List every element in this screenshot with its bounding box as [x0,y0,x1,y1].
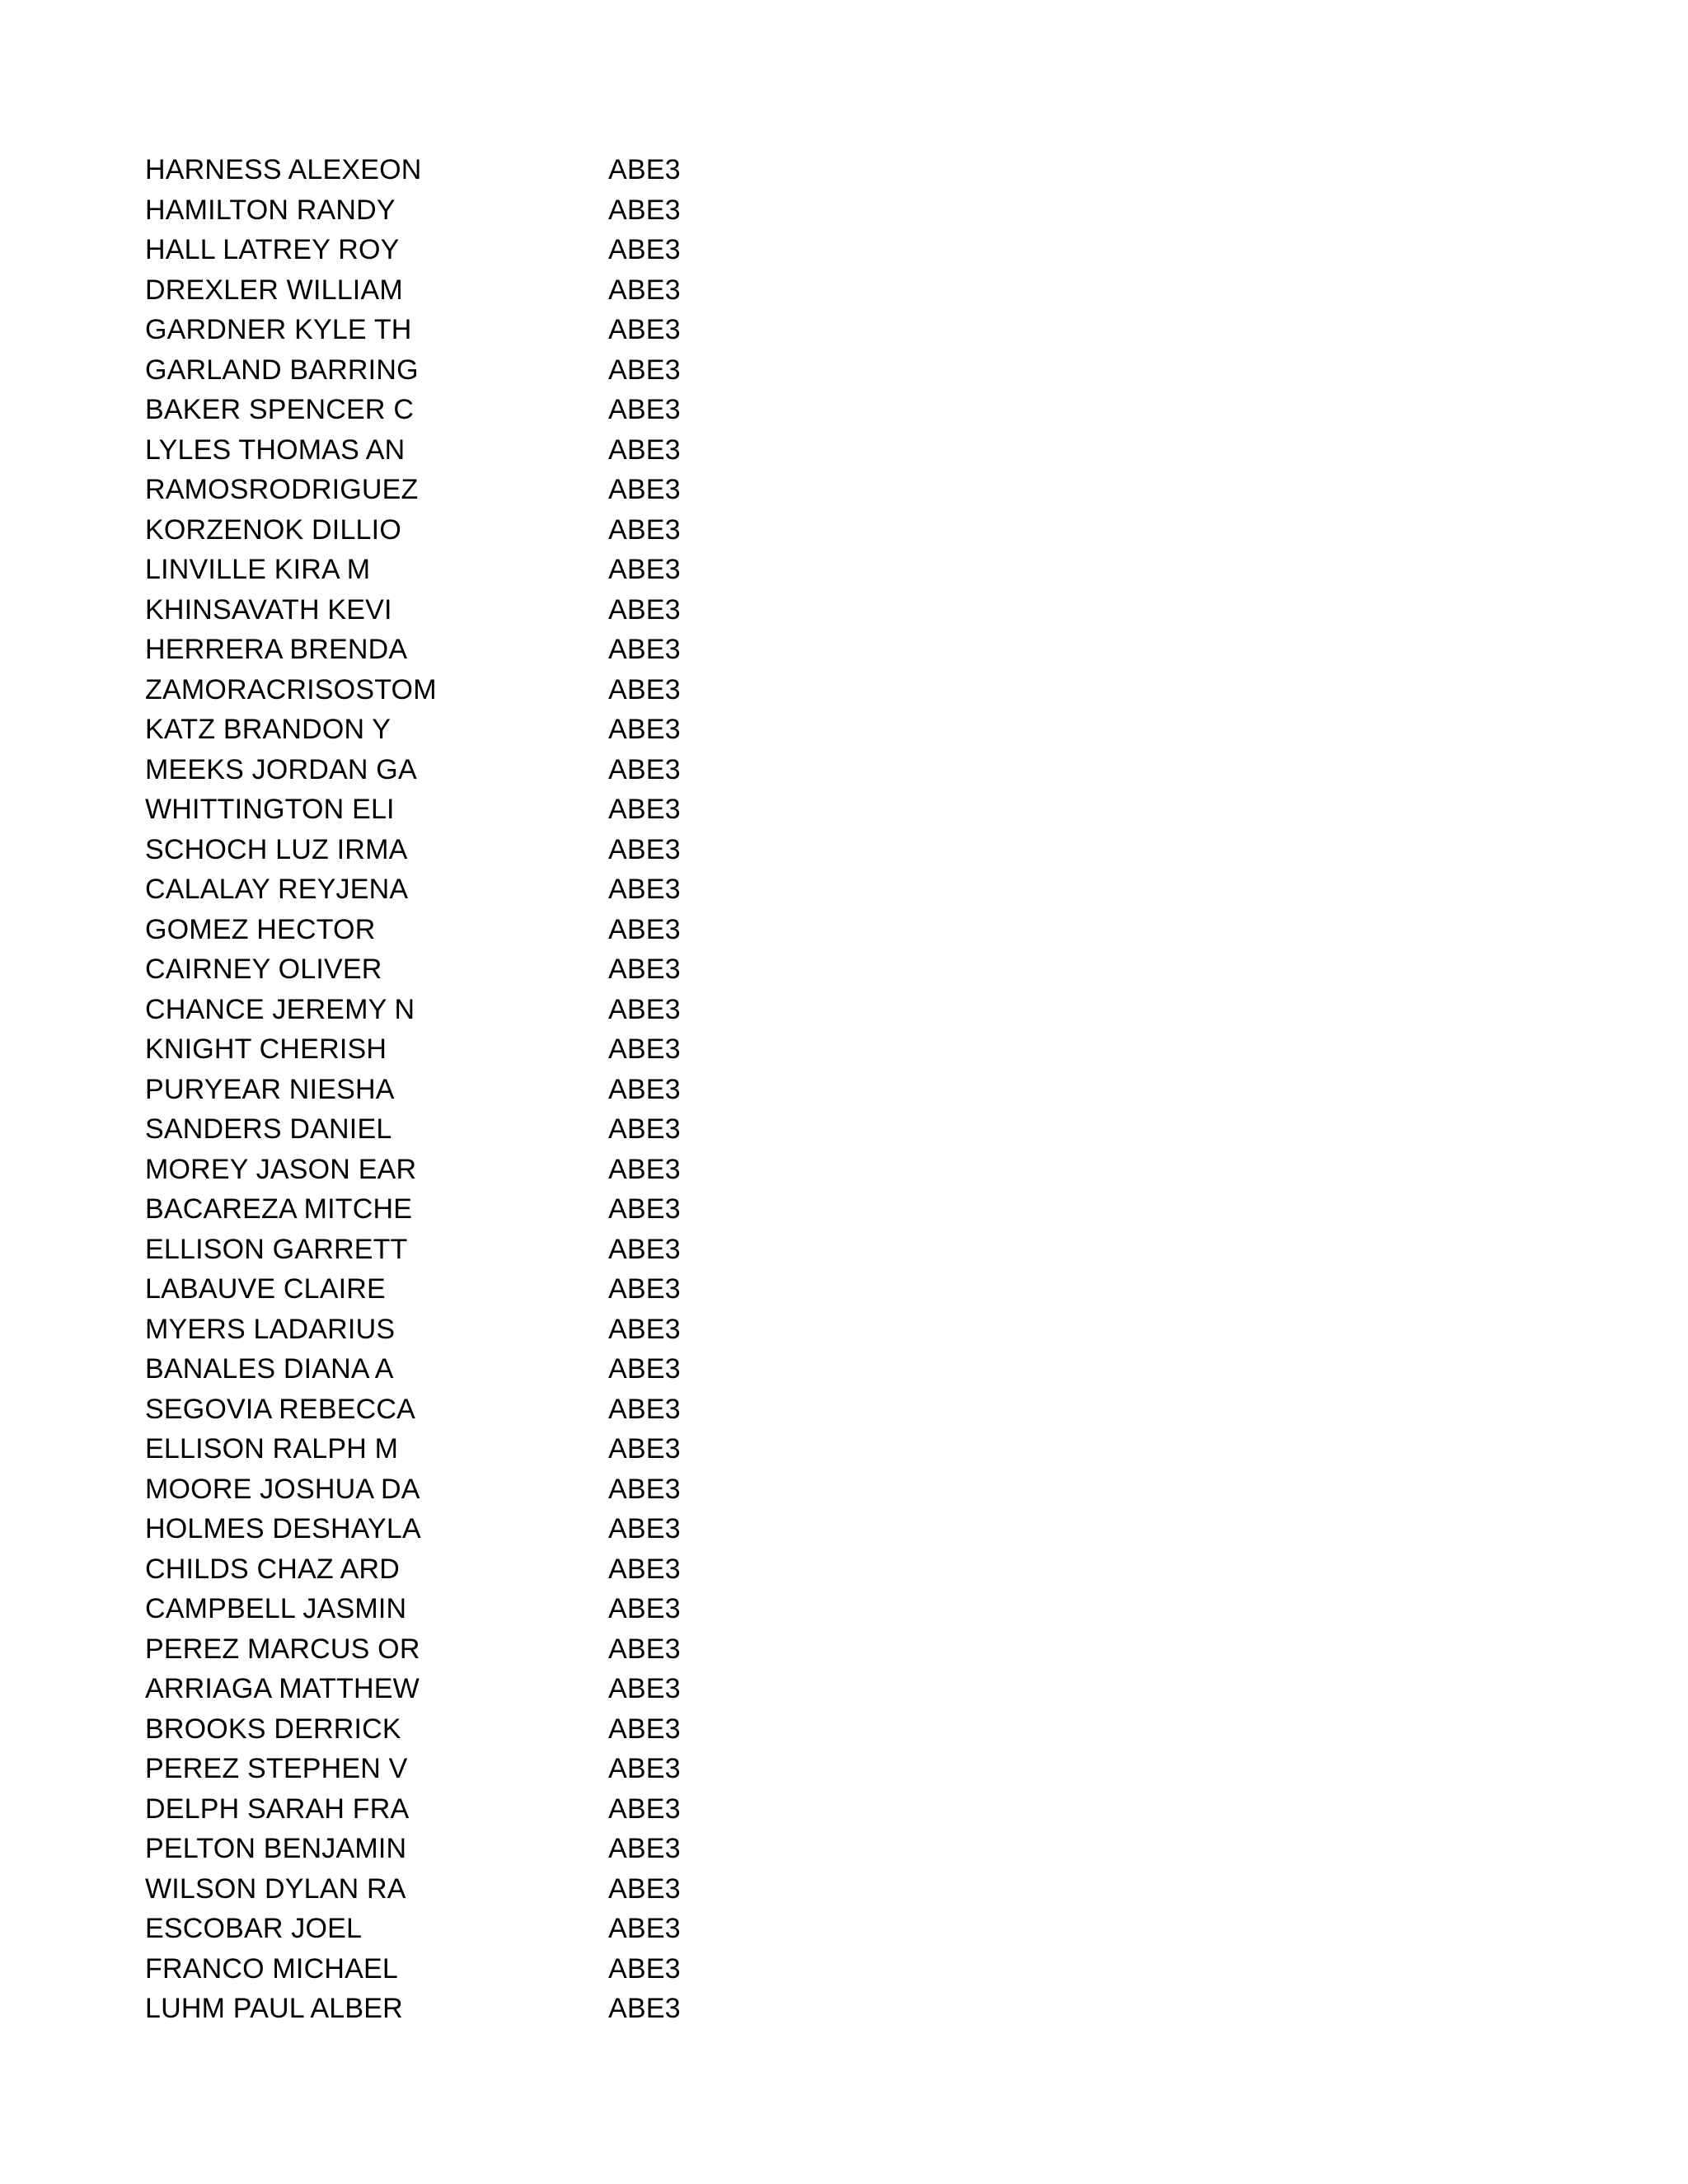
person-name: MOORE JOSHUA DA [145,1473,420,1505]
roster-row [145,1829,887,1869]
person-name: SCHOCH LUZ IRMA [145,833,408,865]
person-name: KATZ BRANDON Y [145,714,392,746]
person-name: KORZENOK DILLIO [145,513,401,546]
roster-row [145,1469,887,1510]
roster-row [145,1749,887,1789]
person-name: HERRERA BRENDA [145,634,408,666]
roster-row [145,990,887,1030]
roster-row [145,1390,887,1430]
roster-row [145,1029,887,1070]
roster-list [145,150,887,2029]
roster-row [145,1429,887,1469]
roster-row [145,1509,887,1549]
person-name: LYLES THOMAS AN [145,434,406,466]
person-name: CHANCE JEREMY N [145,993,415,1025]
person-name: MYERS LADARIUS [145,1313,396,1345]
person-name: LABAUVE CLAIRE [145,1273,386,1305]
course-code: ABE3 [608,1513,681,1545]
roster-row [145,630,887,670]
course-code: ABE3 [608,1313,681,1345]
course-code: ABE3 [608,714,681,746]
person-name: CAMPBELL JASMIN [145,1593,407,1625]
course-code: ABE3 [608,753,681,785]
roster-row [145,230,887,270]
roster-row [145,270,887,311]
course-code: ABE3 [608,434,681,466]
course-code: ABE3 [608,234,681,266]
person-name: CALALAY REYJENA [145,874,409,906]
roster-row [145,1709,887,1750]
roster-row [145,590,887,630]
person-name: PELTON BENJAMIN [145,1833,407,1865]
person-name: SEGOVIA REBECCA [145,1393,415,1425]
roster-row [145,1789,887,1830]
course-code: ABE3 [608,1793,681,1825]
course-code: ABE3 [608,194,681,226]
course-code: ABE3 [608,1393,681,1425]
course-code: ABE3 [608,1833,681,1865]
course-code: ABE3 [608,833,681,865]
roster-row [145,1949,887,1990]
person-name: HOLMES DESHAYLA [145,1513,421,1545]
course-code: ABE3 [608,874,681,906]
roster-row [145,1669,887,1709]
person-name: GARLAND BARRING [145,354,419,386]
person-name: ELLISON RALPH M [145,1433,399,1465]
roster-row [145,949,887,990]
roster-row [145,1230,887,1270]
roster-row [145,1989,887,2029]
course-code: ABE3 [608,554,681,586]
roster-row [145,1629,887,1670]
course-code: ABE3 [608,1073,681,1105]
person-name: ESCOBAR JOEL [145,1913,363,1945]
course-code: ABE3 [608,1473,681,1505]
course-code: ABE3 [608,354,681,386]
person-name: WHITTINGTON ELI [145,794,395,826]
person-name: SANDERS DANIEL [145,1113,392,1146]
person-name: HARNESS ALEXEON [145,154,422,186]
course-code: ABE3 [608,1753,681,1785]
course-code: ABE3 [608,1593,681,1625]
person-name: LUHM PAUL ALBER [145,1993,403,2025]
person-name: CHILDS CHAZ ARD [145,1553,401,1585]
course-code: ABE3 [608,1193,681,1226]
course-code: ABE3 [608,474,681,506]
person-name: CAIRNEY OLIVER [145,954,382,986]
roster-row [145,1549,887,1590]
course-code: ABE3 [608,1872,681,1905]
roster-row [145,790,887,830]
person-name: MOREY JASON EAR [145,1153,417,1185]
roster-row [145,1589,887,1629]
person-name: RAMOSRODRIGUEZ [145,474,419,506]
roster-row [145,869,887,910]
roster-row [145,1310,887,1350]
course-code: ABE3 [608,314,681,346]
roster-row [145,750,887,790]
person-name: HALL LATREY ROY [145,234,400,266]
course-code: ABE3 [608,593,681,626]
roster-row [145,470,887,510]
course-code: ABE3 [608,1713,681,1745]
roster-row [145,390,887,430]
course-code: ABE3 [608,634,681,666]
person-name: DREXLER WILLIAM [145,274,403,306]
course-code: ABE3 [608,1553,681,1585]
person-name: BANALES DIANA A [145,1353,394,1385]
person-name: HAMILTON RANDY [145,194,396,226]
course-code: ABE3 [608,1913,681,1945]
roster-row [145,910,887,950]
roster-row [145,1189,887,1230]
course-code: ABE3 [608,1353,681,1385]
person-name: KNIGHT CHERISH [145,1033,387,1066]
person-name: ZAMORACRISOSTOM [145,673,437,705]
course-code: ABE3 [608,1153,681,1185]
roster-row [145,1070,887,1110]
roster-row [145,1349,887,1390]
course-code: ABE3 [608,513,681,546]
course-code: ABE3 [608,1273,681,1305]
person-name: GARDNER KYLE TH [145,314,412,346]
person-name: FRANCO MICHAEL [145,1952,398,1985]
roster-row [145,1150,887,1190]
roster-row [145,1109,887,1150]
roster-row [145,430,887,471]
person-name: GOMEZ HECTOR [145,913,376,945]
course-code: ABE3 [608,673,681,705]
person-name: KHINSAVATH KEVI [145,593,392,626]
course-code: ABE3 [608,993,681,1025]
roster-row [145,1269,887,1310]
person-name: BACAREZA MITCHE [145,1193,413,1226]
course-code: ABE3 [608,1033,681,1066]
roster-row [145,670,887,710]
roster-row [145,550,887,590]
course-code: ABE3 [608,1673,681,1705]
roster-row [145,150,887,190]
person-name: PURYEAR NIESHA [145,1073,395,1105]
roster-row [145,350,887,391]
course-code: ABE3 [608,954,681,986]
course-code: ABE3 [608,1952,681,1985]
roster-row [145,1869,887,1910]
roster-row [145,510,887,551]
person-name: BAKER SPENCER C [145,394,415,426]
person-name: ELLISON GARRETT [145,1233,408,1265]
person-name: LINVILLE KIRA M [145,554,371,586]
roster-row [145,190,887,231]
roster-row [145,710,887,750]
course-code: ABE3 [608,1993,681,2025]
person-name: MEEKS JORDAN GA [145,753,417,785]
person-name: BROOKS DERRICK [145,1713,401,1745]
roster-row [145,1909,887,1949]
course-code: ABE3 [608,1633,681,1665]
roster-row [145,310,887,350]
person-name: ARRIAGA MATTHEW [145,1673,420,1705]
course-code: ABE3 [608,1433,681,1465]
course-code: ABE3 [608,1233,681,1265]
person-name: DELPH SARAH FRA [145,1793,410,1825]
roster-row [145,830,887,870]
course-code: ABE3 [608,274,681,306]
course-code: ABE3 [608,1113,681,1146]
course-code: ABE3 [608,154,681,186]
course-code: ABE3 [608,394,681,426]
person-name: WILSON DYLAN RA [145,1872,406,1905]
person-name: PEREZ STEPHEN V [145,1753,408,1785]
person-name: PEREZ MARCUS OR [145,1633,420,1665]
course-code: ABE3 [608,913,681,945]
course-code: ABE3 [608,794,681,826]
